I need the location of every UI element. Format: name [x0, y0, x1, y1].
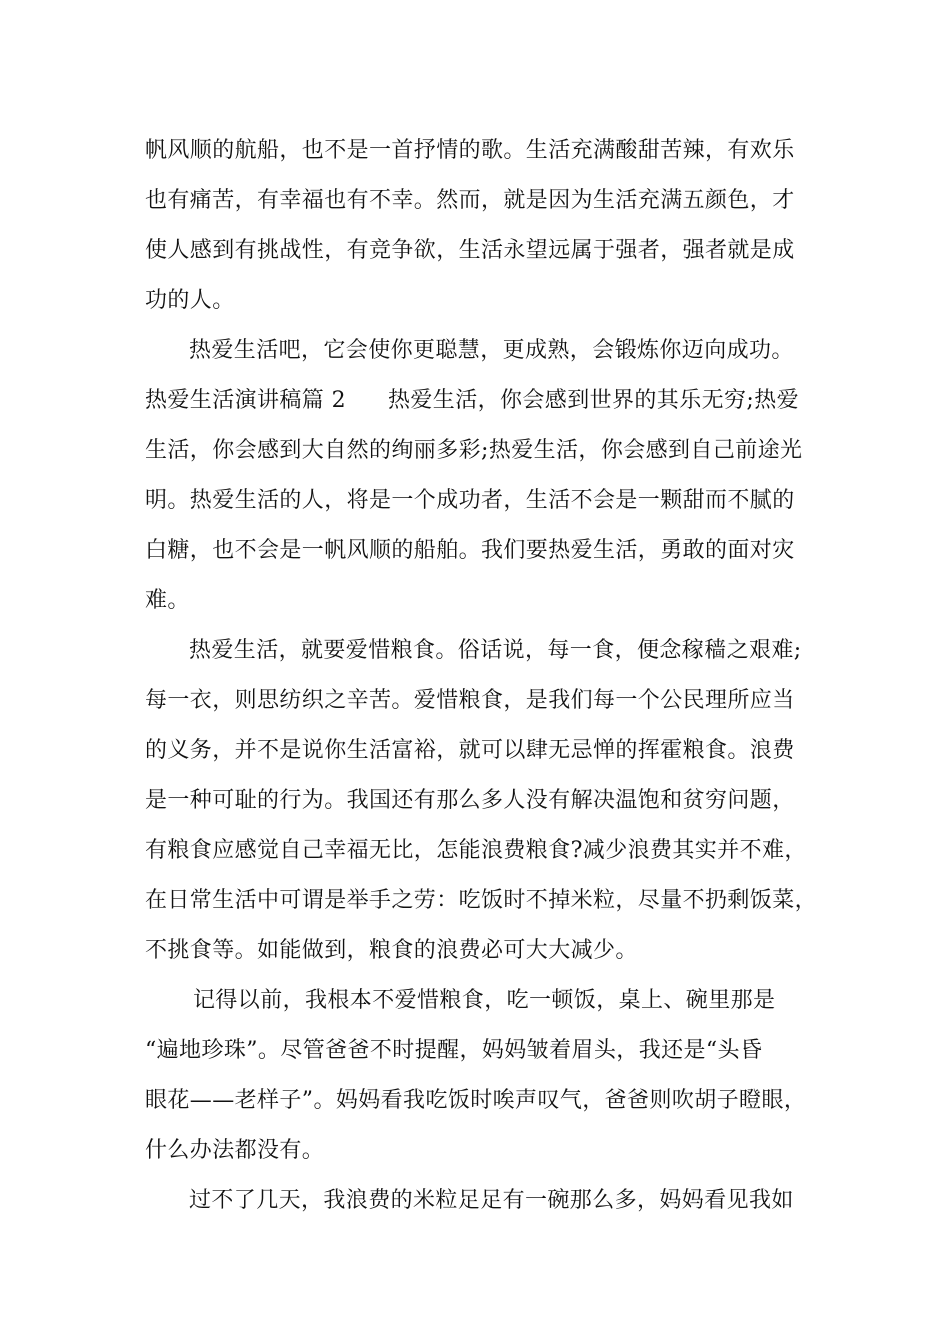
- text-line: 在日常生活中可谓是举手之劳：吃饭时不掉米粒，尽量不扔剩饭菜，: [145, 888, 818, 913]
- text-line: 过不了几天，我浪费的米粒足足有一碗那么多，妈妈看见我如: [189, 1188, 794, 1213]
- text-line: 帆风顺的航船，也不是一首抒情的歌。生活充满酸甜苦辣，有欢乐: [145, 138, 795, 163]
- text-line: 热爱生活，你会感到世界的其乐无穷;热爱: [388, 388, 800, 413]
- text-line: 明。热爱生活的人，将是一个成功者，生活不会是一颗甜而不腻的: [145, 488, 795, 513]
- text-line: 热爱生活吧，它会使你更聪慧，更成熟，会锻炼你迈向成功。: [189, 338, 794, 363]
- text-line: 是一种可耻的行为。我国还有那么多人没有解决温饱和贫穷问题，: [145, 788, 795, 813]
- text-line: 热爱生活，就要爱惜粮食。俗话说，每一食，便念稼穑之艰难;: [189, 638, 802, 663]
- text-line: 什么办法都没有。: [145, 1138, 325, 1163]
- text-line: 每一衣，则思纺织之辛苦。爱惜粮食，是我们每一个公民理所应当: [145, 688, 795, 713]
- text-line: 也有痛苦，有幸福也有不幸。然而，就是因为生活充满五颜色，才: [145, 188, 795, 213]
- text-line: 生活，你会感到大自然的绚丽多彩;热爱生活，你会感到自己前途光: [145, 438, 803, 463]
- text-line: 的义务，并不是说你生活富裕，就可以肆无忌惮的挥霍粮食。浪费: [145, 738, 795, 763]
- text-line: 难。: [145, 588, 190, 613]
- text-line: 不挑食等。如能做到，粮食的浪费必可大大减少。: [145, 938, 638, 963]
- text-line: 有粮食应感觉自己幸福无比，怎能浪费粮食?减少浪费其实并不难，: [145, 838, 807, 863]
- section-heading: 热爱生活演讲稿篇 2: [145, 388, 346, 413]
- text-line: 记得以前，我根本不爱惜粮食，吃一顿饭，桌上、碗里那是: [193, 988, 776, 1013]
- text-line: “遍地珍珠”。尽管爸爸不时提醒，妈妈皱着眉头，我还是“头昏: [145, 1038, 763, 1063]
- text-line: 功的人。: [145, 288, 235, 313]
- text-line: 眼花——老样子”。妈妈看我吃饭时唉声叹气，爸爸则吹胡子瞪眼，: [145, 1088, 807, 1113]
- section-heading-line: [145, 376, 835, 426]
- document-body: [145, 126, 835, 1226]
- text-line: 白糖，也不会是一帆风顺的船舶。我们要热爱生活，勇敢的面对灾: [145, 538, 795, 563]
- text-line: 使人感到有挑战性，有竞争欲，生活永望远属于强者，强者就是成: [145, 238, 795, 263]
